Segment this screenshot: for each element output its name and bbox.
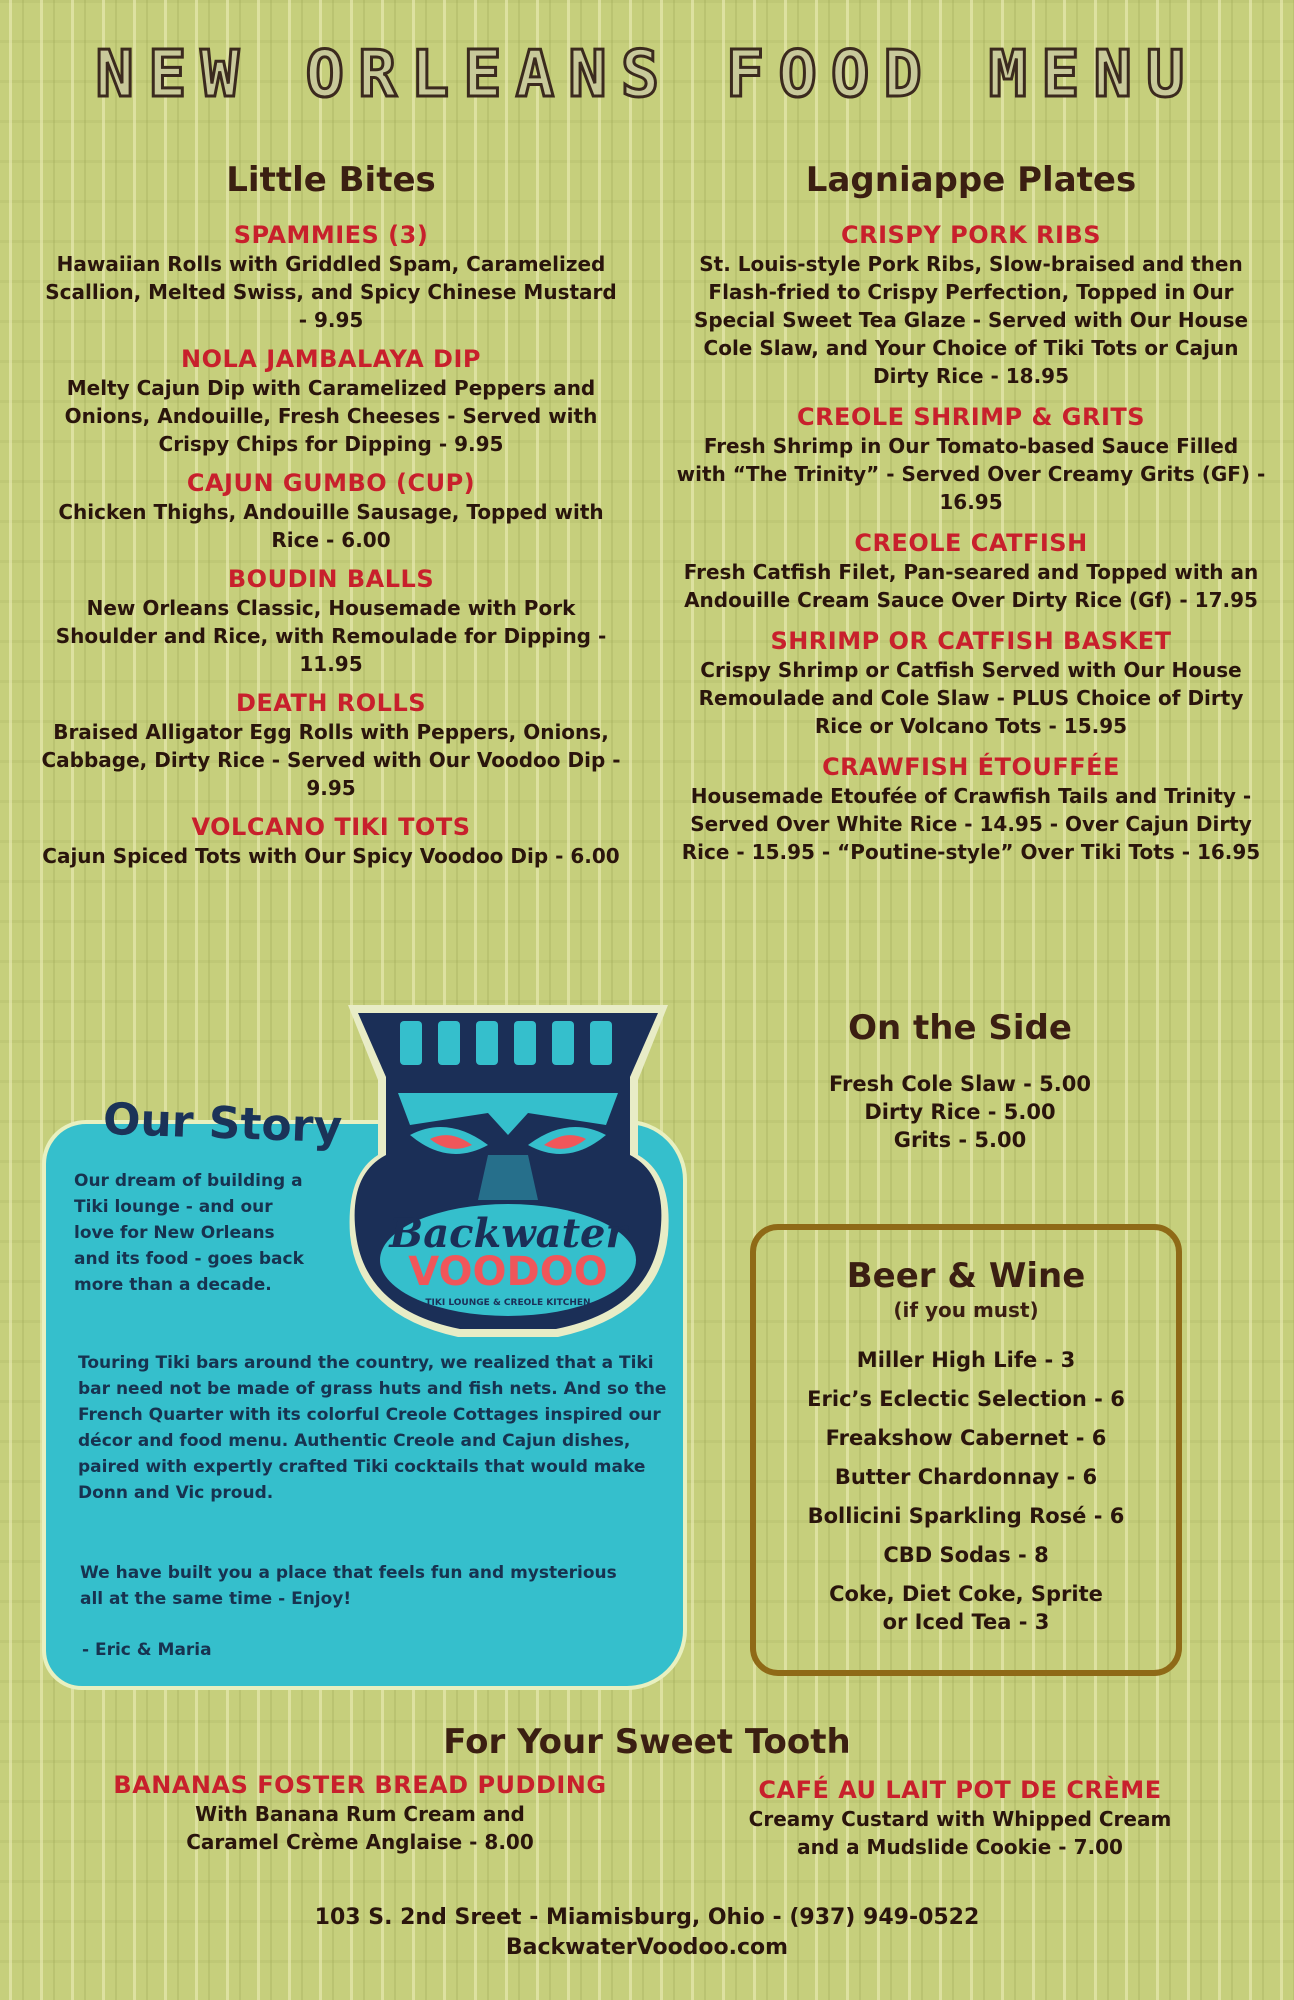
little-bites-heading: Little Bites xyxy=(226,160,436,200)
footer-address: 103 S. 2nd Sreet - Miamisburg, Ohio - (937) 949-0522 xyxy=(314,1905,980,1930)
drink-item: CBD Sodas - 8 xyxy=(883,1543,1049,1567)
menu-item xyxy=(676,626,1266,740)
item-name: DEATH ROLLS xyxy=(235,689,427,717)
item-name: VOLCANO TIKI TOTS xyxy=(191,813,471,841)
story-signature: - Eric & Maria xyxy=(82,1640,212,1660)
item-name: CAJUN GUMBO (CUP) xyxy=(186,469,476,497)
item-name: CREOLE CATFISH xyxy=(854,529,1088,557)
drink-item: Eric’s Eclectic Selection - 6 xyxy=(807,1387,1125,1411)
drink-item: Butter Chardonnay - 6 xyxy=(834,1465,1098,1489)
beer-wine-box xyxy=(750,1224,1182,1676)
menu-item xyxy=(40,688,622,802)
item-description: Melty Cajun Dip with Caramelized Peppers and Onions, Andouille, Fresh Cheeses - Served with Crispy Chips for Dipping - 9.95 xyxy=(64,376,598,456)
item-description: New Orleans Classic, Housemade with Pork Shoulder and Rice, with Remoulade for Dipping - 11.95 xyxy=(55,596,607,676)
item-name: SHRIMP OR CATFISH BASKET xyxy=(770,627,1172,655)
logo-tagline: TIKI LOUNGE & CREOLE KITCHEN xyxy=(425,1298,591,1308)
tiki-mask-icon xyxy=(338,985,678,1355)
our-story-heading: Our Story xyxy=(102,1093,343,1154)
item-description: Fresh Catfish Filet, Pan-seared and Topped with an Andouille Cream Sauce Over Dirty Rice (Gf) - 17.95 xyxy=(683,560,1259,612)
drink-item: Bollicini Sparkling Rosé - 6 xyxy=(807,1504,1125,1528)
tiki-mask-logo xyxy=(338,985,678,1355)
menu-item xyxy=(40,344,622,458)
item-description: Crispy Shrimp or Catfish Served with Our House Remoulade and Cole Slaw - PLUS Choice of Dirty Rice or Volcano Tots - 15.95 xyxy=(698,658,1244,738)
menu-item xyxy=(676,402,1266,516)
item-name: CAFÉ AU LAIT POT DE CRÈME xyxy=(758,1776,1162,1804)
menu-item xyxy=(40,812,622,870)
item-name: CREOLE SHRIMP & GRITS xyxy=(796,403,1146,431)
item-name: BANANAS FOSTER BREAD PUDDING xyxy=(113,1771,607,1799)
beer-wine-subheading: (if you must) xyxy=(893,1298,1039,1322)
logo-voodoo: VOODOO xyxy=(408,1249,608,1295)
menu-item xyxy=(676,752,1266,866)
menu-title: NEW ORLEANS FOOD MENU xyxy=(95,38,1199,112)
story-paragraph: We have built you a place that feels fun and mysterious all at the same time - Enjoy! xyxy=(80,1563,617,1609)
sweet-tooth-heading: For Your Sweet Tooth xyxy=(443,1722,851,1762)
beer-wine-heading: Beer & Wine xyxy=(846,1256,1086,1296)
dessert-item xyxy=(700,1775,1220,1861)
lagniappe-section xyxy=(676,160,1266,878)
item-description: Fresh Shrimp in Our Tomato-based Sauce Filled with “The Trinity” - Served Over Creamy Grits (GF) - 16.95 xyxy=(676,434,1266,514)
footer-website-link[interactable]: BackwaterVoodoo.com xyxy=(505,1935,789,1960)
item-name: SPAMMIES (3) xyxy=(233,221,429,249)
side-item: Grits - 5.00 xyxy=(893,1128,1027,1152)
drink-item: Freakshow Cabernet - 6 xyxy=(825,1426,1107,1450)
beer-wine-list xyxy=(756,1346,1176,1636)
item-description: With Banana Rum Cream and Caramel Crème Anglaise - 8.00 xyxy=(186,1802,534,1854)
lagniappe-heading: Lagniappe Plates xyxy=(805,160,1137,200)
item-description: Creamy Custard with Whipped Cream and a Mudslide Cookie - 7.00 xyxy=(748,1807,1172,1859)
item-description: St. Louis-style Pork Ribs, Slow-braised and then Flash-fried to Crispy Perfection, Topped in Our Special Sweet Tea Glaze - Served with Our House Cole Slaw, and Your Choice of Tiki Tots or Cajun Dirty Rice - 18.95 xyxy=(693,252,1249,388)
menu-item xyxy=(676,220,1266,390)
story-paragraph: Our dream of building a Tiki lounge - and our love for New Orleans and its food - goes back more than a decade. xyxy=(74,1171,304,1295)
item-description: Hawaiian Rolls with Griddled Spam, Caramelized Scallion, Melted Swiss, and Spicy Chinese Mustard - 9.95 xyxy=(45,252,617,332)
item-description: Braised Alligator Egg Rolls with Peppers, Onions, Cabbage, Dirty Rice - Served with Our Voodoo Dip - 9.95 xyxy=(41,720,621,800)
item-name: NOLA JAMBALAYA DIP xyxy=(181,345,481,373)
menu-item xyxy=(40,220,622,334)
drink-item: Coke, Diet Coke, Sprite or Iced Tea - 3 xyxy=(829,1582,1103,1634)
logo-script: Backwater xyxy=(389,1210,627,1257)
item-description: Chicken Thighs, Andouille Sausage, Topped with Rice - 6.00 xyxy=(58,500,604,552)
side-item: Dirty Rice - 5.00 xyxy=(864,1100,1056,1124)
story-paragraph: Touring Tiki bars around the country, we realized that a Tiki bar need not be made of grass huts and fish nets. And so the French Quarter with its colorful Creole Cottages inspired our décor and food menu. Authentic Creole and Cajun dishes, paired with expertly crafted Tiki cocktails that would make Donn and Vic proud. xyxy=(78,1353,667,1503)
on-the-side-list xyxy=(760,1070,1160,1154)
item-name: BOUDIN BALLS xyxy=(227,565,435,593)
on-the-side-heading: On the Side xyxy=(848,1008,1072,1048)
menu-item xyxy=(676,528,1266,614)
item-description: Cajun Spiced Tots with Our Spicy Voodoo Dip - 6.00 xyxy=(42,844,620,868)
menu-item xyxy=(40,564,622,678)
dessert-item xyxy=(90,1770,630,1856)
little-bites-section xyxy=(40,160,622,880)
item-name: CRAWFISH ÉTOUFFÉE xyxy=(822,753,1120,781)
drink-item: Miller High Life - 3 xyxy=(856,1348,1076,1372)
item-name: CRISPY PORK RIBS xyxy=(840,221,1102,249)
menu-item xyxy=(40,468,622,554)
side-item: Fresh Cole Slaw - 5.00 xyxy=(829,1072,1091,1096)
item-description: Housemade Etoufée of Crawfish Tails and Trinity - Served Over White Rice - 14.95 - Over Cajun Dirty Rice - 15.95 - “Poutine-style” Over Tiki Tots - 16.95 xyxy=(681,784,1261,864)
